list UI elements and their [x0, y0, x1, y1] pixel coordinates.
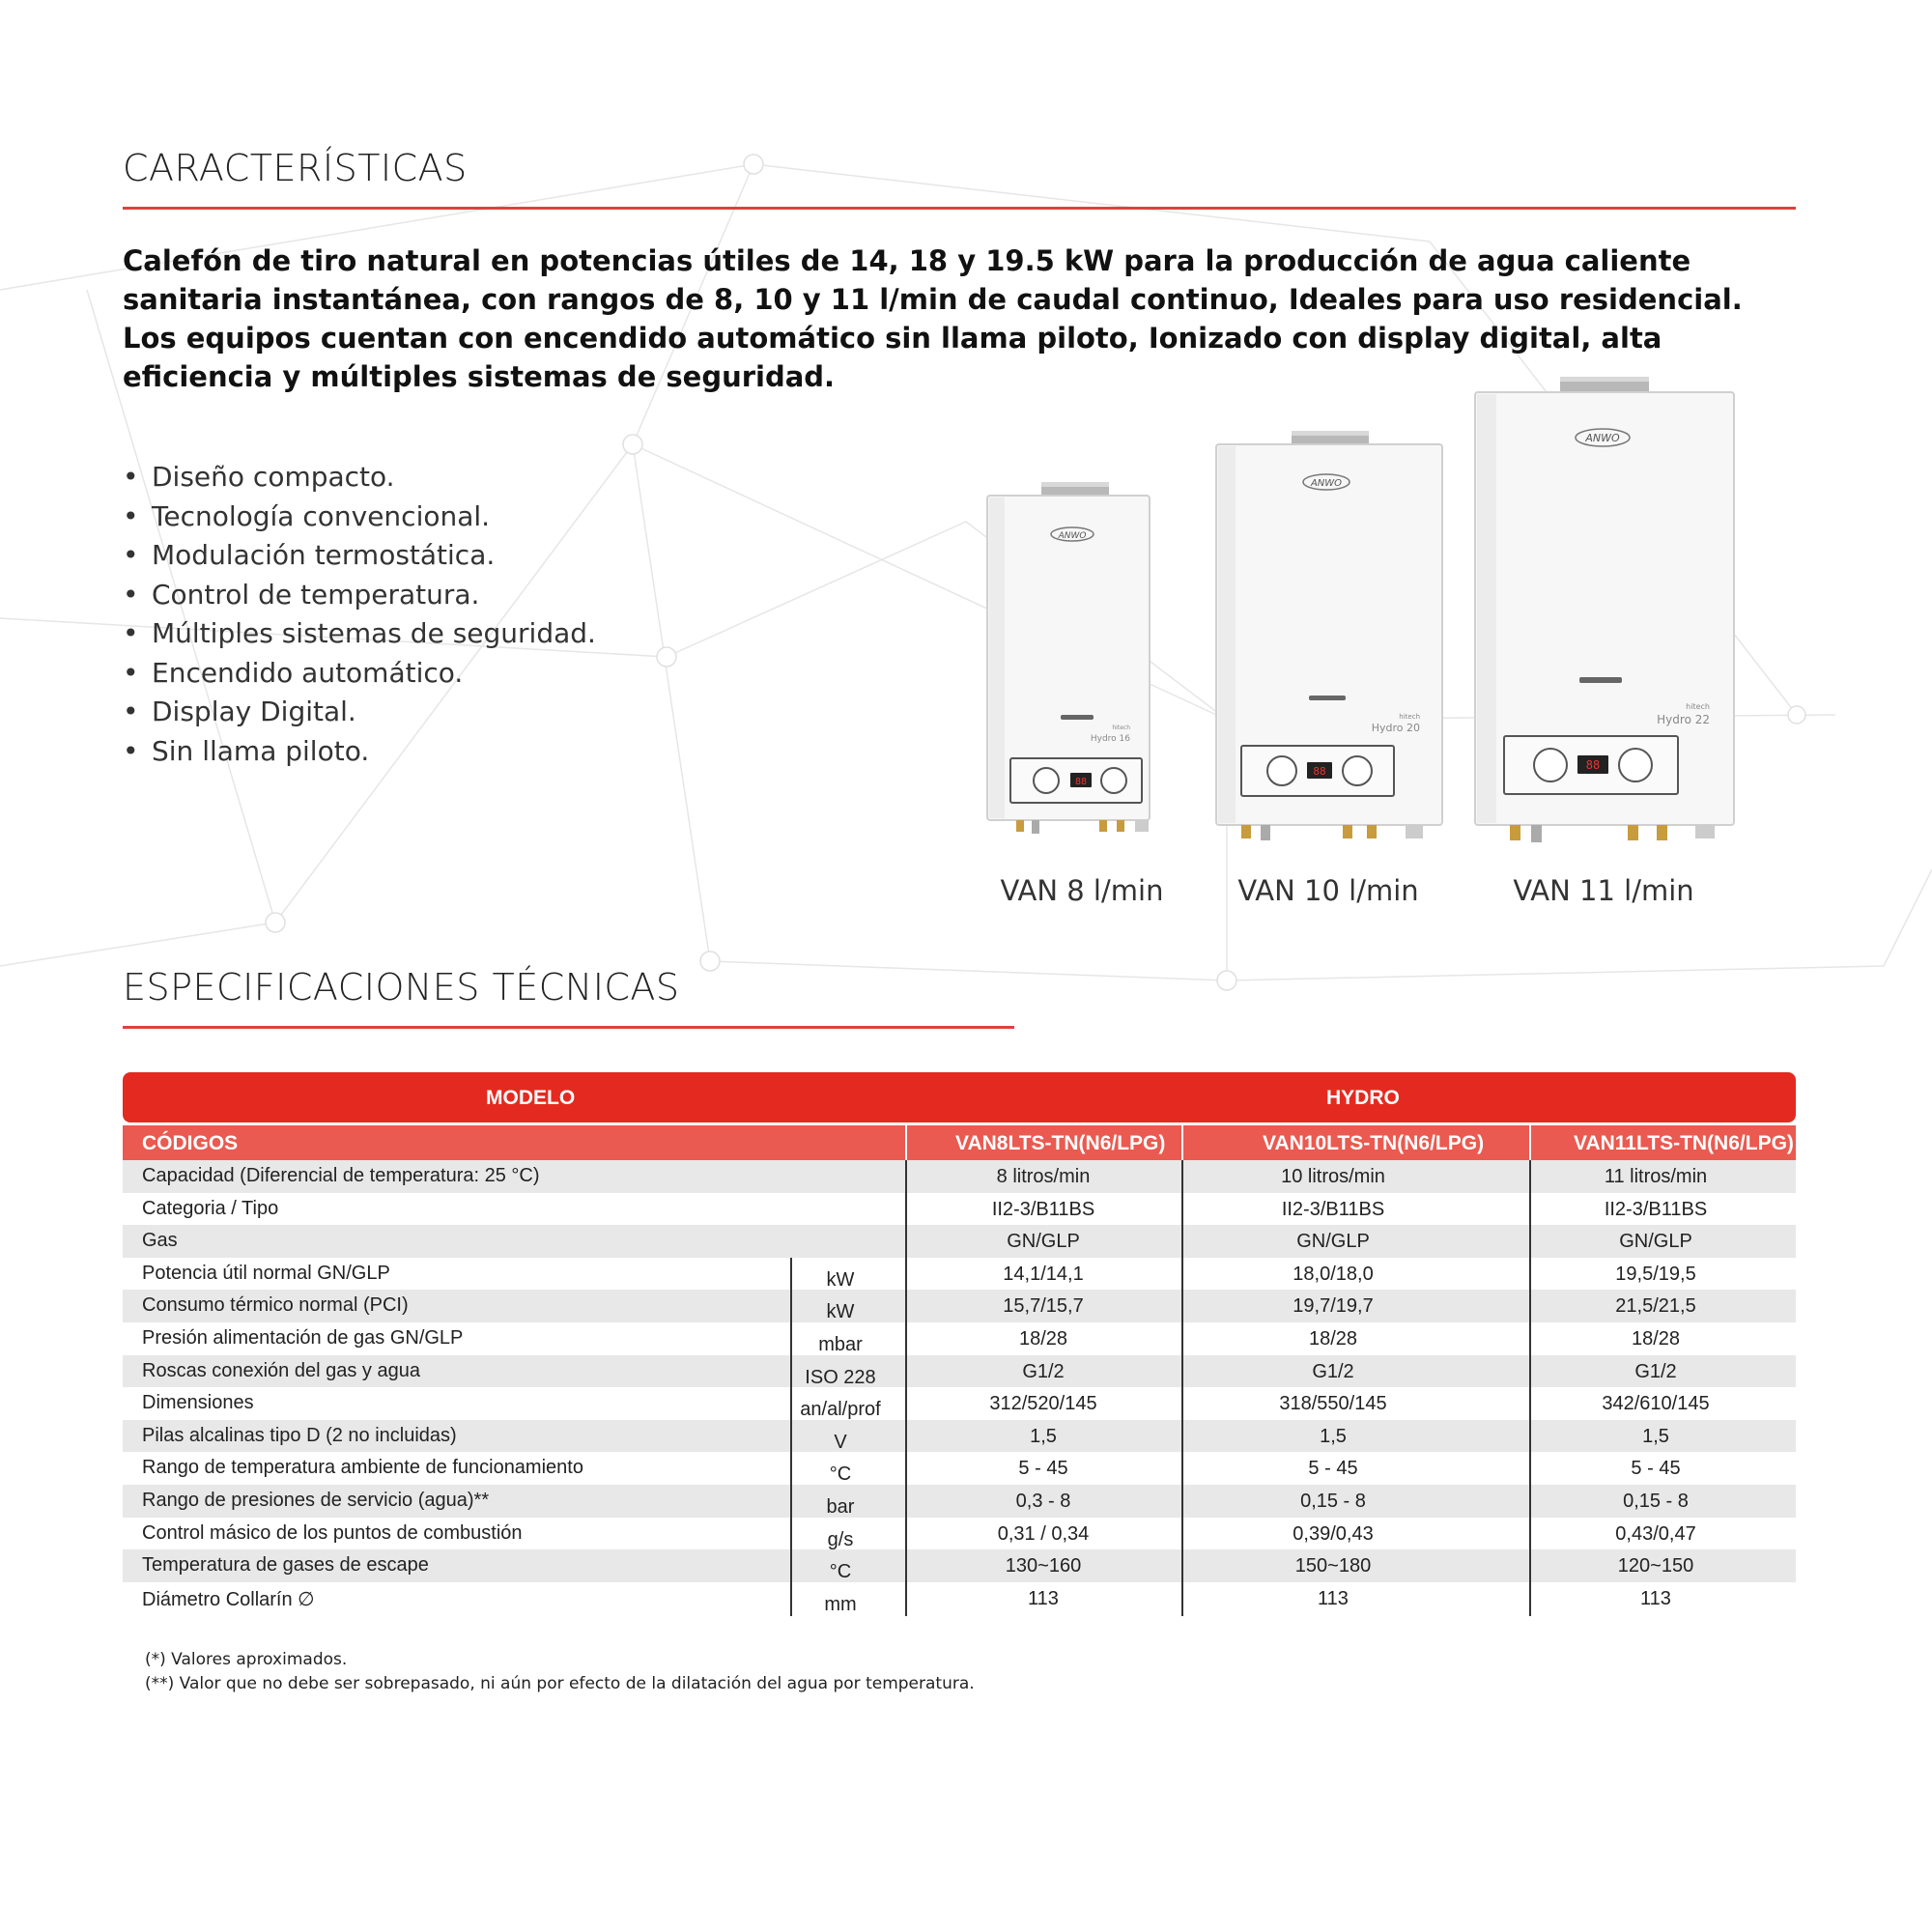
spec-unit: bar	[826, 1495, 855, 1518]
spec-value: 0,39/0,43	[1293, 1522, 1374, 1545]
codes-header: CÓDIGOS	[142, 1132, 239, 1154]
spec-value: 18/28	[1018, 1327, 1068, 1350]
spec-label: Dimensiones	[142, 1392, 254, 1414]
family-header: HYDRO	[1326, 1087, 1400, 1109]
spec-value: G1/2	[1022, 1360, 1065, 1382]
heater-van-8-label: VAN 8 l/min	[1000, 874, 1164, 907]
column-divider	[1181, 1160, 1183, 1616]
feature-item: • Control de temperatura.	[123, 578, 480, 611]
svg-text:Hydro 22: Hydro 22	[1657, 713, 1710, 726]
spec-value: G1/2	[1634, 1360, 1677, 1382]
table-row	[123, 1420, 1796, 1453]
footnote: (**) Valor que no debe ser sobrepasado, ni aún por efecto de la dilatación del agua por temperatura.	[145, 1674, 975, 1693]
code-van10: VAN10LTS-TN(N6/LPG)	[1263, 1132, 1485, 1154]
svg-text:hitech: hitech	[1399, 713, 1420, 721]
table-row	[123, 1355, 1796, 1388]
spec-label: Rango de presiones de servicio (agua)**	[142, 1489, 490, 1511]
intro-paragraph: Calefón de tiro natural en potencias útiles de 14, 18 y 19.5 kW para la producción de agua caliente sanitaria instantánea, con rangos de 8, 10 y 11 l/min de caudal continuo, Ideales para uso residencial. Los equipos cuentan con encendido automático sin llama piloto, Ionizado con display digital, alta eficiencia y múltiples sistemas de seguridad.	[123, 244, 1743, 393]
spec-value: GN/GLP	[1296, 1231, 1370, 1253]
heater-van-11-image	[1463, 375, 1753, 848]
spec-value: 0,3 - 8	[1015, 1490, 1071, 1512]
unit-column-divider	[790, 1258, 792, 1616]
spec-value: 0,31 / 0,34	[997, 1522, 1090, 1545]
spec-table	[123, 1072, 1796, 1614]
spec-value: 18,0/18,0	[1293, 1263, 1374, 1285]
model-header: MODELO	[486, 1087, 576, 1109]
features-heading-rule	[123, 207, 1796, 210]
svg-text:ANWO: ANWO	[1058, 531, 1087, 541]
svg-text:ANWO: ANWO	[1585, 432, 1620, 444]
column-divider	[905, 1160, 907, 1616]
spec-label: Pilas alcalinas tipo D (2 no incluidas)	[142, 1424, 457, 1446]
table-model-row	[123, 1072, 1796, 1122]
feature-item: • Tecnología convencional.	[123, 499, 491, 532]
spec-unit: an/al/prof	[800, 1399, 881, 1421]
spec-unit: V	[834, 1431, 847, 1453]
table-body	[123, 1160, 1796, 1614]
spec-value: 10 litros/min	[1281, 1166, 1385, 1187]
spec-value: 5 - 45	[1018, 1458, 1068, 1480]
feature-item: • Sin llama piloto.	[123, 734, 370, 767]
spec-value: 1,5	[1030, 1425, 1057, 1447]
svg-text:88: 88	[1585, 758, 1601, 772]
feature-list	[123, 458, 596, 771]
spec-value: 14,1/14,1	[1003, 1263, 1084, 1285]
spec-value: 342/610/145	[1602, 1393, 1710, 1415]
specs-heading-rule	[123, 1026, 1014, 1029]
spec-unit: °C	[829, 1561, 852, 1583]
spec-value: 0,43/0,47	[1615, 1522, 1696, 1545]
spec-value: 18/28	[1308, 1327, 1358, 1350]
feature-item: • Múltiples sistemas de seguridad.	[123, 617, 596, 649]
heater-van-11-label: VAN 11 l/min	[1513, 874, 1694, 907]
spec-value: G1/2	[1312, 1360, 1354, 1382]
table-codes-row	[123, 1125, 1796, 1160]
spec-label: Temperatura de gases de escape	[142, 1554, 429, 1577]
spec-unit: ISO 228	[805, 1366, 876, 1388]
spec-value: 19,7/19,7	[1293, 1295, 1374, 1318]
code-van8: VAN8LTS-TN(N6/LPG)	[955, 1132, 1166, 1154]
spec-label: Potencia útil normal GN/GLP	[142, 1262, 390, 1284]
spec-label: Gas	[142, 1230, 178, 1252]
spec-value: 5 - 45	[1631, 1458, 1681, 1480]
spec-label: Rango de temperatura ambiente de funcionamiento	[142, 1457, 583, 1479]
spec-value: 19,5/19,5	[1615, 1263, 1696, 1285]
heater-van-10-label: VAN 10 l/min	[1237, 874, 1419, 907]
spec-value: II2-3/B11BS	[1281, 1198, 1385, 1220]
spec-value: 18/28	[1631, 1327, 1681, 1350]
feature-item: • Diseño compacto.	[123, 461, 395, 493]
spec-label: Categoria / Tipo	[142, 1197, 279, 1219]
column-divider	[1529, 1160, 1531, 1616]
feature-item: • Modulación termostática.	[123, 539, 496, 571]
table-row	[123, 1290, 1796, 1322]
table-row	[123, 1485, 1796, 1518]
table-row	[123, 1258, 1796, 1291]
spec-value: 113	[1318, 1587, 1349, 1609]
spec-label: Consumo térmico normal (PCI)	[142, 1294, 409, 1317]
spec-unit: g/s	[827, 1528, 854, 1550]
spec-unit: kW	[826, 1268, 855, 1291]
footnote: (*) Valores aproximados.	[145, 1650, 348, 1669]
spec-value: 1,5	[1642, 1425, 1669, 1447]
table-row	[123, 1452, 1796, 1485]
spec-label: Presión alimentación de gas GN/GLP	[142, 1326, 464, 1349]
spec-label: Roscas conexión del gas y agua	[142, 1359, 420, 1381]
spec-value: 21,5/21,5	[1615, 1295, 1696, 1318]
spec-value: 5 - 45	[1308, 1458, 1358, 1480]
spec-value: 120~150	[1617, 1555, 1694, 1577]
feature-item: • Encendido automático.	[123, 656, 464, 689]
spec-value: GN/GLP	[1619, 1231, 1692, 1253]
feature-item: • Display Digital.	[123, 696, 356, 727]
svg-text:Hydro 20: Hydro 20	[1371, 722, 1420, 734]
spec-value: 113	[1028, 1587, 1059, 1609]
spec-value: 0,15 - 8	[1623, 1490, 1689, 1512]
svg-text:88: 88	[1074, 777, 1088, 787]
svg-text:hitech: hitech	[1686, 702, 1710, 711]
spec-value: 318/550/145	[1279, 1393, 1387, 1415]
spec-value: 0,15 - 8	[1300, 1490, 1366, 1512]
specs-heading: ESPECIFICACIONES TÉCNICAS	[123, 966, 680, 1009]
table-row	[123, 1225, 1796, 1258]
heater-van-10-image	[1203, 427, 1454, 847]
footnotes	[145, 1648, 975, 1696]
table-row	[123, 1193, 1796, 1226]
spec-label: Diámetro Collarín ∅	[142, 1588, 315, 1610]
spec-value: 312/520/145	[989, 1393, 1097, 1415]
svg-text:hitech: hitech	[1112, 724, 1130, 731]
spec-unit: °C	[829, 1463, 852, 1486]
features-heading: CARACTERÍSTICAS	[123, 147, 468, 189]
table-row	[123, 1160, 1796, 1193]
table-row	[123, 1387, 1796, 1420]
spec-label: Capacidad (Diferencial de temperatura: 25 °C)	[142, 1165, 540, 1186]
spec-value: 150~180	[1294, 1555, 1372, 1577]
spec-unit: kW	[826, 1301, 855, 1323]
spec-value: 11 litros/min	[1604, 1166, 1708, 1187]
spec-value: II2-3/B11BS	[991, 1198, 1095, 1220]
svg-text:ANWO: ANWO	[1310, 478, 1343, 489]
heater-van-8-image	[976, 478, 1179, 845]
table-row	[123, 1518, 1796, 1550]
spec-value: 15,7/15,7	[1003, 1295, 1084, 1318]
spec-value: 1,5	[1320, 1425, 1347, 1447]
spec-value: 113	[1640, 1587, 1671, 1609]
spec-unit: mbar	[818, 1333, 863, 1355]
table-row	[123, 1322, 1796, 1355]
svg-text:88: 88	[1313, 765, 1326, 778]
table-row	[123, 1582, 1796, 1615]
svg-text:Hydro 16: Hydro 16	[1090, 734, 1130, 744]
spec-value: 8 litros/min	[996, 1166, 1091, 1187]
table-row	[123, 1549, 1796, 1582]
code-van11: VAN11LTS-TN(N6/LPG)	[1574, 1132, 1794, 1154]
spec-value: GN/GLP	[1007, 1231, 1080, 1253]
spec-value: II2-3/B11BS	[1604, 1198, 1708, 1220]
spec-unit: mm	[824, 1593, 857, 1615]
spec-label: Control másico de los puntos de combustión	[142, 1521, 523, 1544]
spec-value: 130~160	[1005, 1555, 1082, 1577]
